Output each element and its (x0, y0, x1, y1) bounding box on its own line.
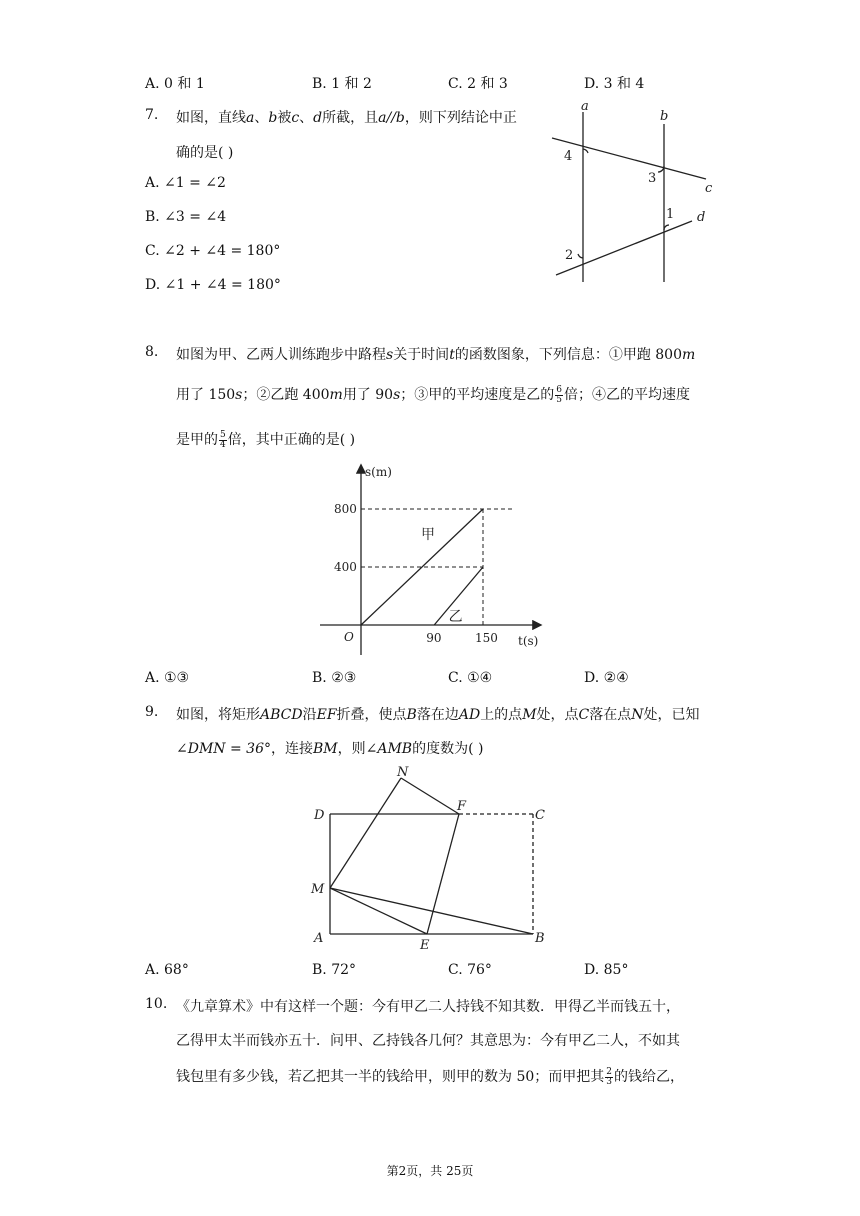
segment-mb (330, 888, 533, 934)
q9-stem-line2: ∠DMN = 36°，连接BM，则∠AMB的度数为( ) (176, 741, 484, 757)
point-b-label: B (535, 931, 545, 946)
angle-1-arc (664, 225, 669, 230)
q8-option-b: B. ②③ (312, 670, 357, 686)
q10-line1: 《九章算术》中有这样一个题：今有甲乙二人持钱不知其数．甲得乙半而钱五十， (176, 999, 680, 1015)
page-footer: 第2页，共 25页 (386, 1164, 474, 1178)
q9-option-a: A. 68° (145, 962, 189, 978)
q8-number: 8. (145, 344, 159, 360)
segment-mn (330, 778, 401, 888)
q7-number: 7. (145, 107, 159, 123)
q6-option-a: A. 0 和 1 (145, 76, 205, 92)
segment-me (330, 888, 427, 934)
point-n-label: N (397, 765, 409, 780)
label-2: 2 (565, 248, 574, 263)
label-4: 4 (564, 149, 573, 164)
x-tick-90: 90 (426, 631, 442, 645)
label-3: 3 (648, 171, 657, 186)
y-axis-label: s(m) (365, 465, 392, 479)
label-b: b (660, 109, 669, 124)
q8-option-d: D. ②④ (584, 670, 629, 686)
point-a-label: A (314, 931, 324, 946)
point-c-label: C (535, 808, 545, 823)
q10-line3: 钱包里有多少钱，若乙把其一半的钱给甲，则甲的数为 50；而甲把其 $\frac{2}{3}$ 的钱给乙， (176, 1066, 684, 1087)
y-tick-400: 400 (334, 560, 357, 574)
fraction-2-3: $\frac{2}{3}$ (606, 1066, 612, 1087)
q7-option-d: D. ∠1 + ∠4 = 180° (145, 277, 281, 293)
q7-option-a: A. ∠1 = ∠2 (145, 175, 226, 191)
q7-option-b: B. ∠3 = ∠4 (145, 209, 227, 225)
q9-option-b: B. 72° (312, 962, 357, 978)
angle-2-arc (578, 254, 583, 258)
q9-option-c: C. 76° (448, 962, 492, 978)
x-axis-label: t(s) (518, 634, 539, 648)
q8-stem-line3: 是甲的 $\frac{5}{4}$ 倍，其中正确的是( ) (176, 429, 356, 450)
line-d (556, 221, 692, 275)
q9-number: 9. (145, 704, 159, 720)
y-tick-800: 800 (334, 502, 357, 516)
fraction-6-5: $\frac{6}{5}$ (556, 384, 562, 405)
point-m-label: M (311, 882, 325, 897)
q10-number: 10. (145, 996, 168, 1012)
q7-stem-line2: 确的是( ) (176, 145, 234, 161)
q9-option-d: D. 85° (584, 962, 629, 978)
label-1: 1 (666, 207, 675, 222)
angle-4-arc (583, 149, 588, 153)
point-d-label: D (314, 808, 325, 823)
q6-option-d: D. 3 和 4 (584, 76, 645, 92)
point-e-label: E (420, 938, 430, 953)
q10-line2: 乙得甲太半而钱亦五十．问甲、乙持钱各几何？其意思为：今有甲乙二人，不如其 (176, 1033, 680, 1049)
q9-folded-rectangle-figure (305, 760, 555, 955)
q7-option-c: C. ∠2 + ∠4 = 180° (145, 243, 281, 259)
label-d: d (697, 210, 706, 225)
line-c (552, 138, 706, 179)
point-f-label: F (457, 799, 467, 814)
q8-stem-line2: 用了 150s；②乙跑 400m用了 90s；③甲的平均速度是乙的 $\frac{6}{5}$ 倍；④乙的平均速度 (176, 384, 690, 405)
label-c: c (705, 181, 713, 196)
q6-option-b: B. 1 和 2 (312, 76, 372, 92)
origin-label: O (344, 630, 354, 644)
q8-stem-line1: 如图为甲、乙两人训练跑步中路程s关于时间t的函数图象，下列信息：①甲跑 800m (176, 347, 696, 363)
series-label-1: 甲 (421, 527, 435, 543)
label-a: a (581, 99, 589, 114)
fraction-5-4: $\frac{5}{4}$ (220, 429, 226, 450)
q9-stem-line1: 如图，将矩形ABCD沿EF折叠，使点B落在边AD上的点M处，点C落在点N处，已知 (176, 707, 700, 723)
segment-nf (401, 778, 459, 814)
q7-stem-line1: 如图，直线a、b被c、d所截，且a//b，则下列结论中正 (176, 110, 517, 126)
x-tick-150: 150 (475, 631, 498, 645)
q8-option-c: C. ①④ (448, 670, 493, 686)
series-label-2: 乙 (448, 609, 463, 625)
q8-distance-time-chart (310, 460, 550, 655)
q6-option-c: C. 2 和 3 (448, 76, 508, 92)
q7-parallel-lines-figure (540, 96, 730, 286)
q8-option-a: A. ①③ (145, 670, 190, 686)
